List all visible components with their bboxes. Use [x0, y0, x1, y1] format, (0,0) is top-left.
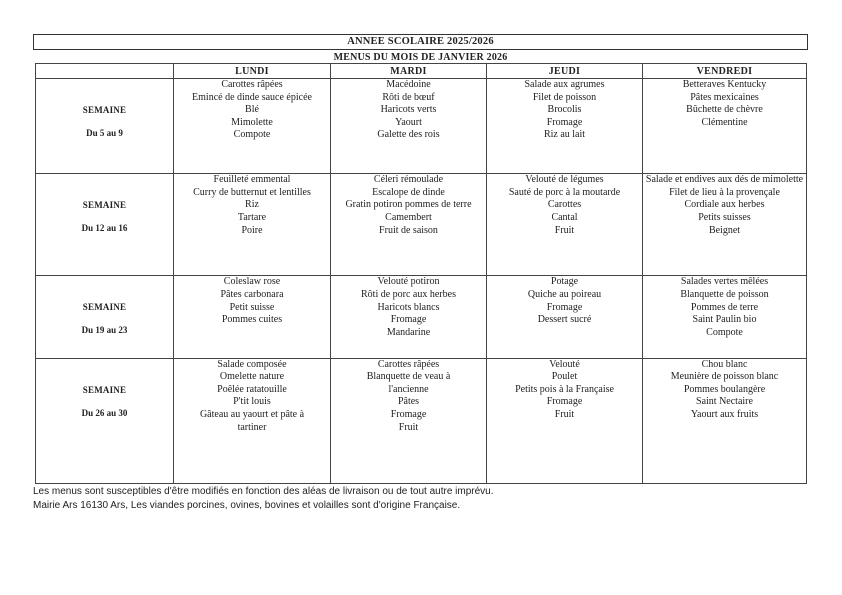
dish-item: Salade et endives aux dés de mimolette	[645, 174, 804, 186]
week-row	[36, 276, 807, 358]
dish-item: Chou blanc	[701, 358, 748, 370]
dish-item: tartiner	[237, 421, 267, 433]
dish-item: Meunière de poisson blanc	[670, 371, 779, 383]
dish-item: Brocolis	[547, 104, 582, 116]
day-header-lundi: LUNDI	[174, 64, 331, 79]
dish-item: Fromage	[546, 396, 583, 408]
dish-item: Mimolette	[231, 116, 273, 128]
menu-cell-vendredi	[643, 174, 807, 276]
menu-cell-mardi	[331, 79, 487, 174]
dish-item: Cordiale aux herbes	[684, 199, 765, 211]
dish-item: Pommes cuites	[221, 314, 283, 326]
dish-item: Blanquette de poisson	[680, 289, 769, 301]
menu-cell-vendredi	[643, 79, 807, 174]
dish-item: Camembert	[385, 212, 432, 224]
week-date-range: Du 26 au 30	[81, 407, 128, 418]
menu-cell-lundi	[174, 276, 331, 358]
week-cell	[36, 358, 174, 483]
dish-item: Filet de lieu à la provençale	[669, 186, 780, 198]
dish-item: Emincé de dinde sauce épicée	[192, 91, 312, 103]
dish-item: Rôti de bœuf	[382, 91, 435, 103]
dish-item: Carottes	[547, 199, 582, 211]
origin-note: Mairie Ars 16130 Ars, Les viandes porcines, ovines, bovines et volailles sont d'origine Française.	[33, 500, 461, 511]
dish-item: Riz au lait	[543, 129, 586, 141]
week-label: SEMAINE	[82, 105, 127, 115]
dish-item: Gâteau au yaourt et pâte à	[199, 409, 305, 421]
dish-item: Blé	[245, 104, 259, 116]
dish-item: Filet de poisson	[532, 91, 597, 103]
dish-item: Fruit de saison	[379, 224, 438, 236]
disclaimer-note: Les menus sont susceptibles d'être modifiés en fonction des aléas de livraison ou de tout autre imprévu.	[33, 486, 494, 497]
dish-item: Pâtes mexicaines	[690, 91, 759, 103]
dish-item: Velouté	[549, 358, 580, 370]
week-cell	[36, 276, 174, 358]
dish-item: Pâtes carbonara	[220, 289, 284, 301]
dish-item: Sauté de porc à la moutarde	[508, 186, 621, 198]
dish-item: Macédoine	[386, 79, 431, 90]
dish-item: Omelette nature	[219, 371, 285, 383]
dish-item: Galette des rois	[377, 129, 440, 141]
menu-cell-jeudi	[487, 79, 643, 174]
dish-item: Petit suisse	[229, 301, 275, 313]
menu-cell-jeudi	[487, 358, 643, 483]
dish-item: Salade composée	[217, 358, 287, 370]
dish-item: Tartare	[237, 212, 267, 224]
dish-item: Petits suisses	[698, 212, 751, 224]
day-header-mardi: MARDI	[331, 64, 487, 79]
menu-cell-mardi	[331, 276, 487, 358]
dish-item: Pommes boulangère	[683, 383, 766, 395]
dish-item: Céleri rémoulade	[373, 174, 444, 186]
dish-item: Salades vertes mêlées	[680, 276, 769, 288]
dish-item: Quiche au poireau	[527, 289, 602, 301]
week-row	[36, 79, 807, 174]
dish-item: Saint Nectaire	[696, 396, 753, 408]
dish-item: Carottes râpées	[221, 79, 283, 90]
dish-item: Compote	[706, 326, 743, 338]
dish-item: Coleslaw rose	[223, 276, 281, 288]
dish-item: Potage	[550, 276, 579, 288]
dish-item: Poêlée ratatouille	[217, 383, 287, 395]
menu-cell-lundi	[174, 174, 331, 276]
dish-item: Carottes râpées	[377, 358, 440, 370]
menu-table	[35, 63, 807, 484]
dish-item: Clémentine	[701, 116, 748, 128]
week-label: SEMAINE	[82, 200, 127, 211]
month-menu-title: MENUS DU MOIS DE JANVIER 2026	[333, 52, 508, 63]
dish-item: Pâtes	[397, 396, 420, 408]
dish-item: Fruit	[554, 409, 575, 421]
dish-item: Petits pois à la Française	[515, 383, 614, 395]
dish-item: Salade aux agrumes	[524, 79, 605, 90]
week-date-range: Du 12 au 16	[81, 223, 128, 234]
week-label: SEMAINE	[82, 302, 127, 313]
week-row	[36, 358, 807, 483]
dish-item: Yaourt	[395, 116, 422, 128]
menu-cell-vendredi	[643, 276, 807, 358]
dish-item: Pommes de terre	[690, 301, 759, 313]
week-cell	[36, 79, 174, 174]
dish-item: l'ancienne	[388, 383, 429, 395]
week-label: SEMAINE	[82, 384, 127, 395]
dish-item: P'tit louis	[233, 396, 271, 408]
week-date-range: Du 5 au 9	[86, 128, 123, 138]
dish-item: Fruit	[398, 421, 419, 433]
dish-item: Compote	[233, 129, 271, 141]
dish-item: Dessert sucré	[537, 314, 592, 326]
menu-cell-jeudi	[487, 276, 643, 358]
dish-item: Feuilleté emmental	[213, 174, 291, 186]
menu-cell-jeudi	[487, 174, 643, 276]
menu-cell-lundi	[174, 358, 331, 483]
dish-item: Fruit	[554, 224, 575, 236]
dish-item: Cantal	[551, 212, 578, 224]
day-header-row	[36, 64, 807, 79]
week-date-range: Du 19 au 23	[81, 325, 128, 336]
dish-item: Velouté de légumes	[525, 174, 604, 186]
corner-cell	[36, 64, 174, 79]
dish-item: Haricots verts	[380, 104, 437, 116]
dish-item: Yaourt aux fruits	[690, 409, 759, 421]
dish-item: Haricots blancs	[377, 301, 440, 313]
menu-cell-lundi	[174, 79, 331, 174]
dish-item: Curry de butternut et lentilles	[193, 186, 311, 198]
dish-item: Fromage	[390, 314, 427, 326]
menu-cell-mardi	[331, 358, 487, 483]
dish-item: Bûchette de chèvre	[686, 104, 763, 116]
dish-item: Beignet	[708, 224, 741, 236]
dish-item: Fromage	[546, 301, 583, 313]
dish-item: Poulet	[551, 371, 578, 383]
day-header-vendredi: VENDREDI	[643, 64, 807, 79]
menu-cell-mardi	[331, 174, 487, 276]
day-header-jeudi: JEUDI	[487, 64, 643, 79]
dish-item: Velouté potiron	[377, 276, 440, 288]
dish-item: Mandarine	[386, 326, 431, 338]
dish-item: Betteraves Kentucky	[682, 79, 767, 90]
menu-cell-vendredi	[643, 358, 807, 483]
school-year-title: ANNEE SCOLAIRE 2025/2026	[33, 34, 808, 50]
dish-item: Fromage	[390, 409, 427, 421]
dish-item: Poire	[241, 224, 263, 236]
week-cell	[36, 174, 174, 276]
dish-item: Gratin potiron pommes de terre	[345, 199, 472, 211]
dish-item: Riz	[245, 199, 259, 211]
dish-item: Escalope de dinde	[372, 186, 445, 198]
dish-item: Saint Paulin bio	[692, 314, 757, 326]
dish-item: Blanquette de veau à	[366, 371, 451, 383]
week-row	[36, 174, 807, 276]
dish-item: Rôti de porc aux herbes	[361, 289, 456, 301]
dish-item: Fromage	[546, 116, 583, 128]
